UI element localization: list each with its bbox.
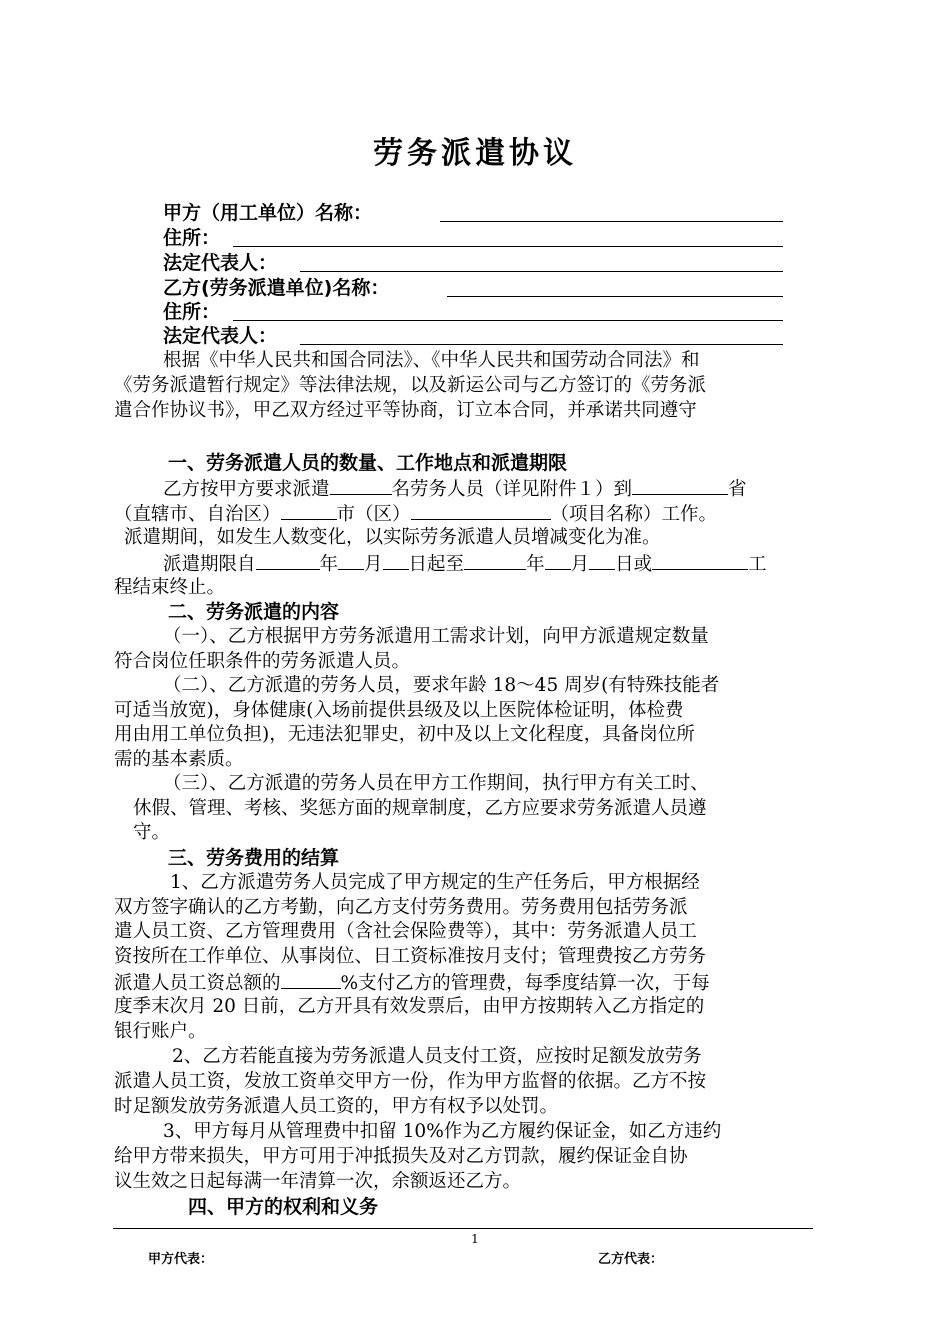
section-3-line: 2、乙方若能直接为劳务派遣人员支付工资，应按时足额发放劳务 (172, 1046, 702, 1067)
section-1-line (163, 476, 747, 502)
section-2-heading: 二、劳务派遣的内容 (168, 601, 340, 623)
province-blank (632, 476, 728, 495)
section-3-line (114, 970, 710, 996)
blank (545, 551, 571, 570)
party-a-name-blank (440, 221, 783, 222)
section-3-line: 银行账户。 (114, 1021, 207, 1042)
text: 日或 (615, 554, 653, 575)
document-title: 劳务派遣协议 (373, 136, 577, 171)
section-1-line: 程结束终止。 (114, 577, 226, 598)
text: 月 (364, 554, 383, 575)
section-3-line: 1、乙方派遣劳务人员完成了甲方规定的生产任务后，甲方根据经 (170, 872, 700, 893)
blank (589, 551, 615, 570)
section-3-heading: 三、劳务费用的结算 (168, 847, 340, 869)
intro-line: 《劳务派遣暂行规定》等法律法规，以及新运公司与乙方签订的《劳务派 (114, 375, 707, 396)
party-b-rep-blank (300, 344, 783, 345)
party-b-rep-label: 法定代表人： (163, 325, 278, 347)
section-2-line: 可适当放宽)，身体健康(入场前提供县级及以上医院体检证明，体检费 (114, 700, 684, 721)
section-2-line: （二）、乙方派遣的劳务人员，要求年龄 18～45 周岁(有特殊技能者 (163, 675, 720, 696)
section-2-line: 休假、管理、考核、奖惩方面的规章制度，乙方应要求劳务派遣人员遵 (133, 798, 707, 819)
project-blank (411, 501, 551, 520)
text: 年 (319, 554, 339, 575)
intro-line: 遣合作协议书》，甲乙双方经过平等协商，订立本合同，并承诺共同遵守 (114, 400, 697, 421)
text: 月 (570, 554, 590, 575)
section-3-line: 议生效之日起每满一年清算一次，余额返还乙方。 (114, 1171, 522, 1192)
text: （直辖市、自治区） (114, 504, 281, 525)
text: 省 (728, 479, 747, 500)
party-b-signature-label: 乙方代表： (598, 1252, 664, 1267)
count-blank (330, 476, 392, 495)
section-1-heading: 一、劳务派遣人员的数量、工作地点和派遣期限 (168, 452, 568, 474)
blank (383, 551, 409, 570)
section-2-line: 用由用工单位负担)，无违法犯罪史，初中及以上文化程度，具备岗位所 (114, 724, 695, 745)
text: 派遣人员工资总额的 (114, 973, 281, 994)
text: 派遣期限自 (163, 554, 256, 575)
fee-percent-blank (281, 970, 341, 989)
text: 工 (748, 554, 767, 575)
city-blank (281, 501, 337, 520)
party-a-name-label: 甲方（用工单位）名称： (163, 202, 373, 224)
text: %支付乙方的管理费，每季度结算一次，于每 (340, 973, 710, 994)
section-3-line: 给甲方带来损失，甲方可用于冲抵损失及对乙方罚款，履约保证金自协 (114, 1146, 688, 1167)
section-4-heading: 四、甲方的权利和义务 (188, 1196, 379, 1218)
party-b-address-label: 住所： (163, 301, 221, 323)
section-1-line (114, 501, 717, 527)
party-a-signature-label: 甲方代表： (148, 1252, 214, 1267)
section-1-line: 派遣期间，如发生人数变化，以实际劳务派遣人员增减变化为准。 (124, 527, 661, 548)
blank (338, 551, 364, 570)
section-3-line: 3、甲方每月从管理费中扣留 10%作为乙方履约保证金，如乙方违约 (163, 1121, 722, 1142)
party-a-address-label: 住所： (163, 227, 221, 249)
intro-line: 根据《中华人民共和国合同法》、《中华人民共和国劳动合同法》和 (163, 350, 700, 371)
section-3-line: 派遣人员工资，发放工资单交甲方一份，作为甲方监督的依据。乙方不按 (114, 1071, 707, 1092)
party-a-rep-blank (300, 271, 783, 272)
section-2-line: （一）、乙方根据甲方劳务派遣用工需求计划，向甲方派遣规定数量 (163, 626, 709, 647)
blank (652, 551, 748, 570)
section-3-line: 遣人员工资、乙方管理费用（含社会保险费等），其中：劳务派遣人员工 (114, 921, 697, 942)
text: 乙方按甲方要求派遣 (163, 479, 330, 500)
section-3-line: 度季末次月 20 日前，乙方开具有效发票后，由甲方按期转入乙方指定的 (114, 996, 705, 1017)
blank (256, 551, 320, 570)
section-2-line: （三）、乙方派遣的劳务人员在甲方工作期间，执行甲方有关工时、 (163, 773, 709, 794)
party-a-address-blank (233, 246, 783, 247)
party-a-rep-label: 法定代表人： (163, 252, 278, 274)
footer-divider (113, 1228, 813, 1229)
party-b-address-blank (233, 320, 783, 321)
section-3-line: 资按所在工作单位、从事岗位、日工资标准按月支付；管理费按乙方劳务 (114, 946, 707, 967)
section-3-line: 双方签字确认的乙方考勤，向乙方支付劳务费用。劳务费用包括劳务派 (114, 897, 688, 918)
blank (464, 551, 526, 570)
party-b-name-blank (447, 296, 783, 297)
text: 日起至 (408, 554, 465, 575)
text: 年 (526, 554, 545, 575)
page-number: 1 (471, 1232, 479, 1246)
text: 市（区） (336, 504, 411, 525)
text: 名劳务人员（详见附件１）到 (391, 479, 633, 500)
section-1-line (163, 551, 767, 577)
section-2-line: 需的基本素质。 (114, 749, 244, 770)
party-b-name-label: 乙方(劳务派遣单位)名称： (163, 277, 390, 299)
section-2-line: 守。 (133, 822, 171, 843)
section-2-line: 符合岗位任职条件的劳务派遣人员。 (114, 651, 411, 672)
section-3-line: 时足额发放劳务派遣人员工资的，甲方有权予以处罚。 (114, 1096, 559, 1117)
text: （项目名称）工作。 (550, 504, 718, 525)
